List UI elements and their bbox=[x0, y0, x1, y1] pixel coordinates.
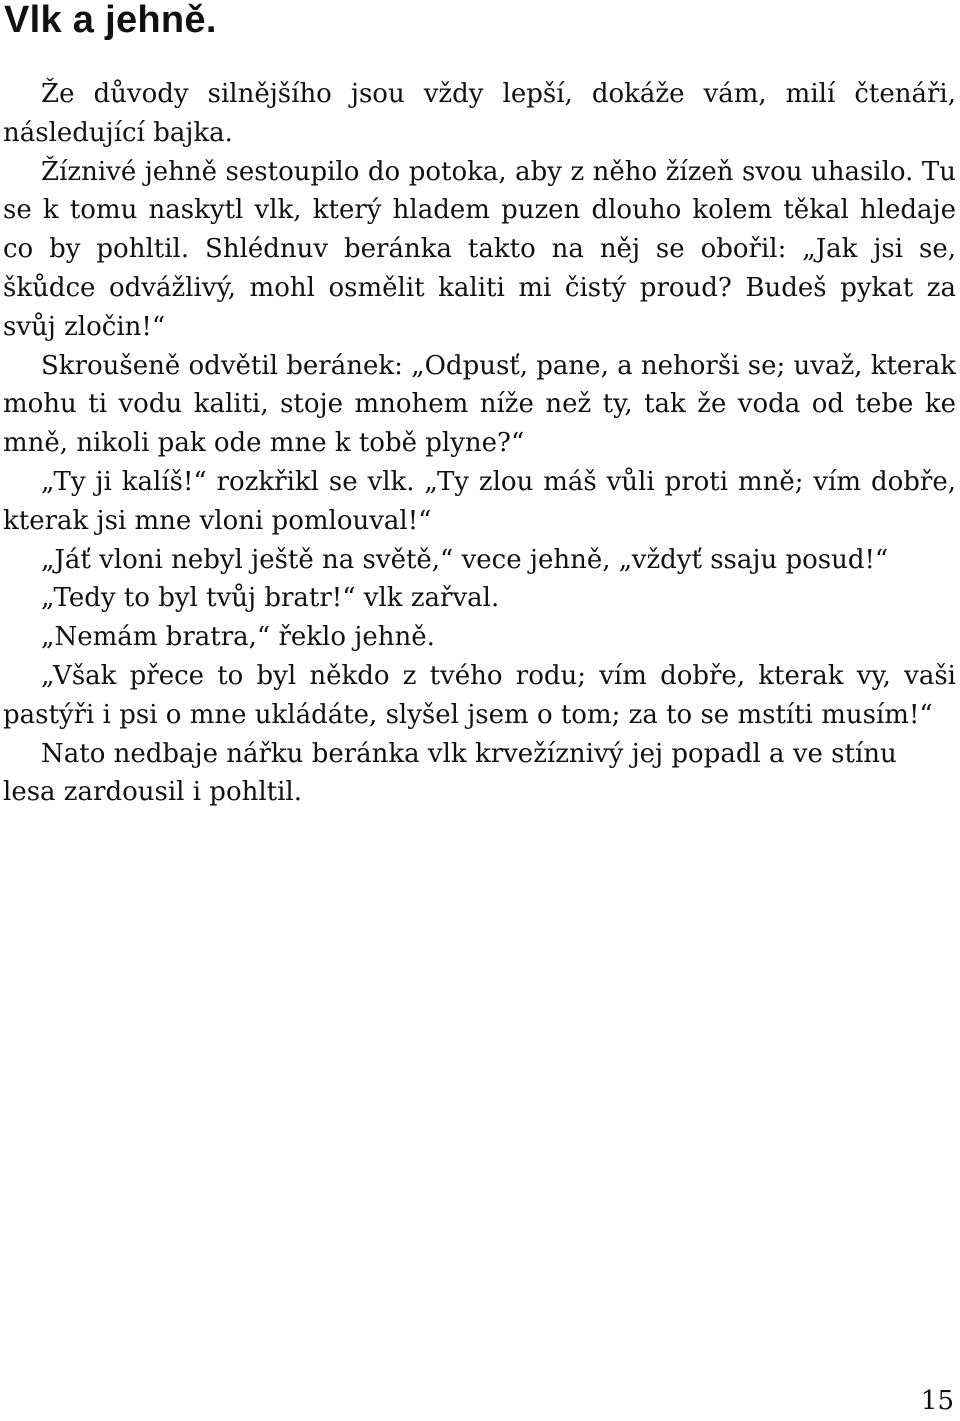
paragraph: Že důvody silnějšího jsou vždy lepší, dokáže vám, milí čtenáři, následující bajka. bbox=[3, 79, 956, 148]
paragraph: „Ty ji kalíš!“ rozkřikl se vlk. „Ty zlou máš vůli proti mně; vím dobře, kterak jsi mne vloni pomlouval!“ bbox=[3, 466, 956, 536]
paragraph: Nato nedbaje nářku beránka vlk krvežíznivý jej popadl a ve stínu lesa zardousil i pohltil. bbox=[3, 738, 897, 808]
paragraph: Žíznivé jehně sestoupilo do potoka, aby z něho žízeň svou uhasilo. Tu se k tomu naskytl vlk, který hladem puzen dlouho kolem těkal hledaje co by pohltil. Shlédnuv beránka takto na něj se obořil: „Jak jsi se, škůdce odvážlivý, mohl osmělit kaliti mi čistý proud? Budeš pykat za svůj zločin!“ bbox=[3, 156, 956, 342]
body-text bbox=[3, 75, 956, 812]
page-number: 15 bbox=[920, 1386, 954, 1416]
paragraph: „Však přece to byl někdo z tvého rodu; vím dobře, kterak vy, vaši pastýři i psi o mne ukládáte, slyšel jsem o tom; za to se mstíti musím!“ bbox=[3, 660, 956, 730]
paragraph: „Tedy to byl tvůj bratr!“ vlk zařval. bbox=[41, 583, 500, 614]
page-title: Vlk a jehně. bbox=[4, 0, 217, 41]
paragraph: „Jáť vloni nebyl ještě na světě,“ vece jehně, „vždyť ssaju posud!“ bbox=[41, 544, 889, 575]
paragraph: „Nemám bratra,“ řeklo jehně. bbox=[41, 622, 435, 653]
paragraph: Skroušeně odvětil beránek: „Odpusť, pane, a nehorši se; uvaž, kterak mohu ti vodu kaliti, stoje mnohem níže než ty, tak že voda od tebe ke mně, nikoli pak ode mne k tobě plyne?“ bbox=[3, 350, 956, 459]
